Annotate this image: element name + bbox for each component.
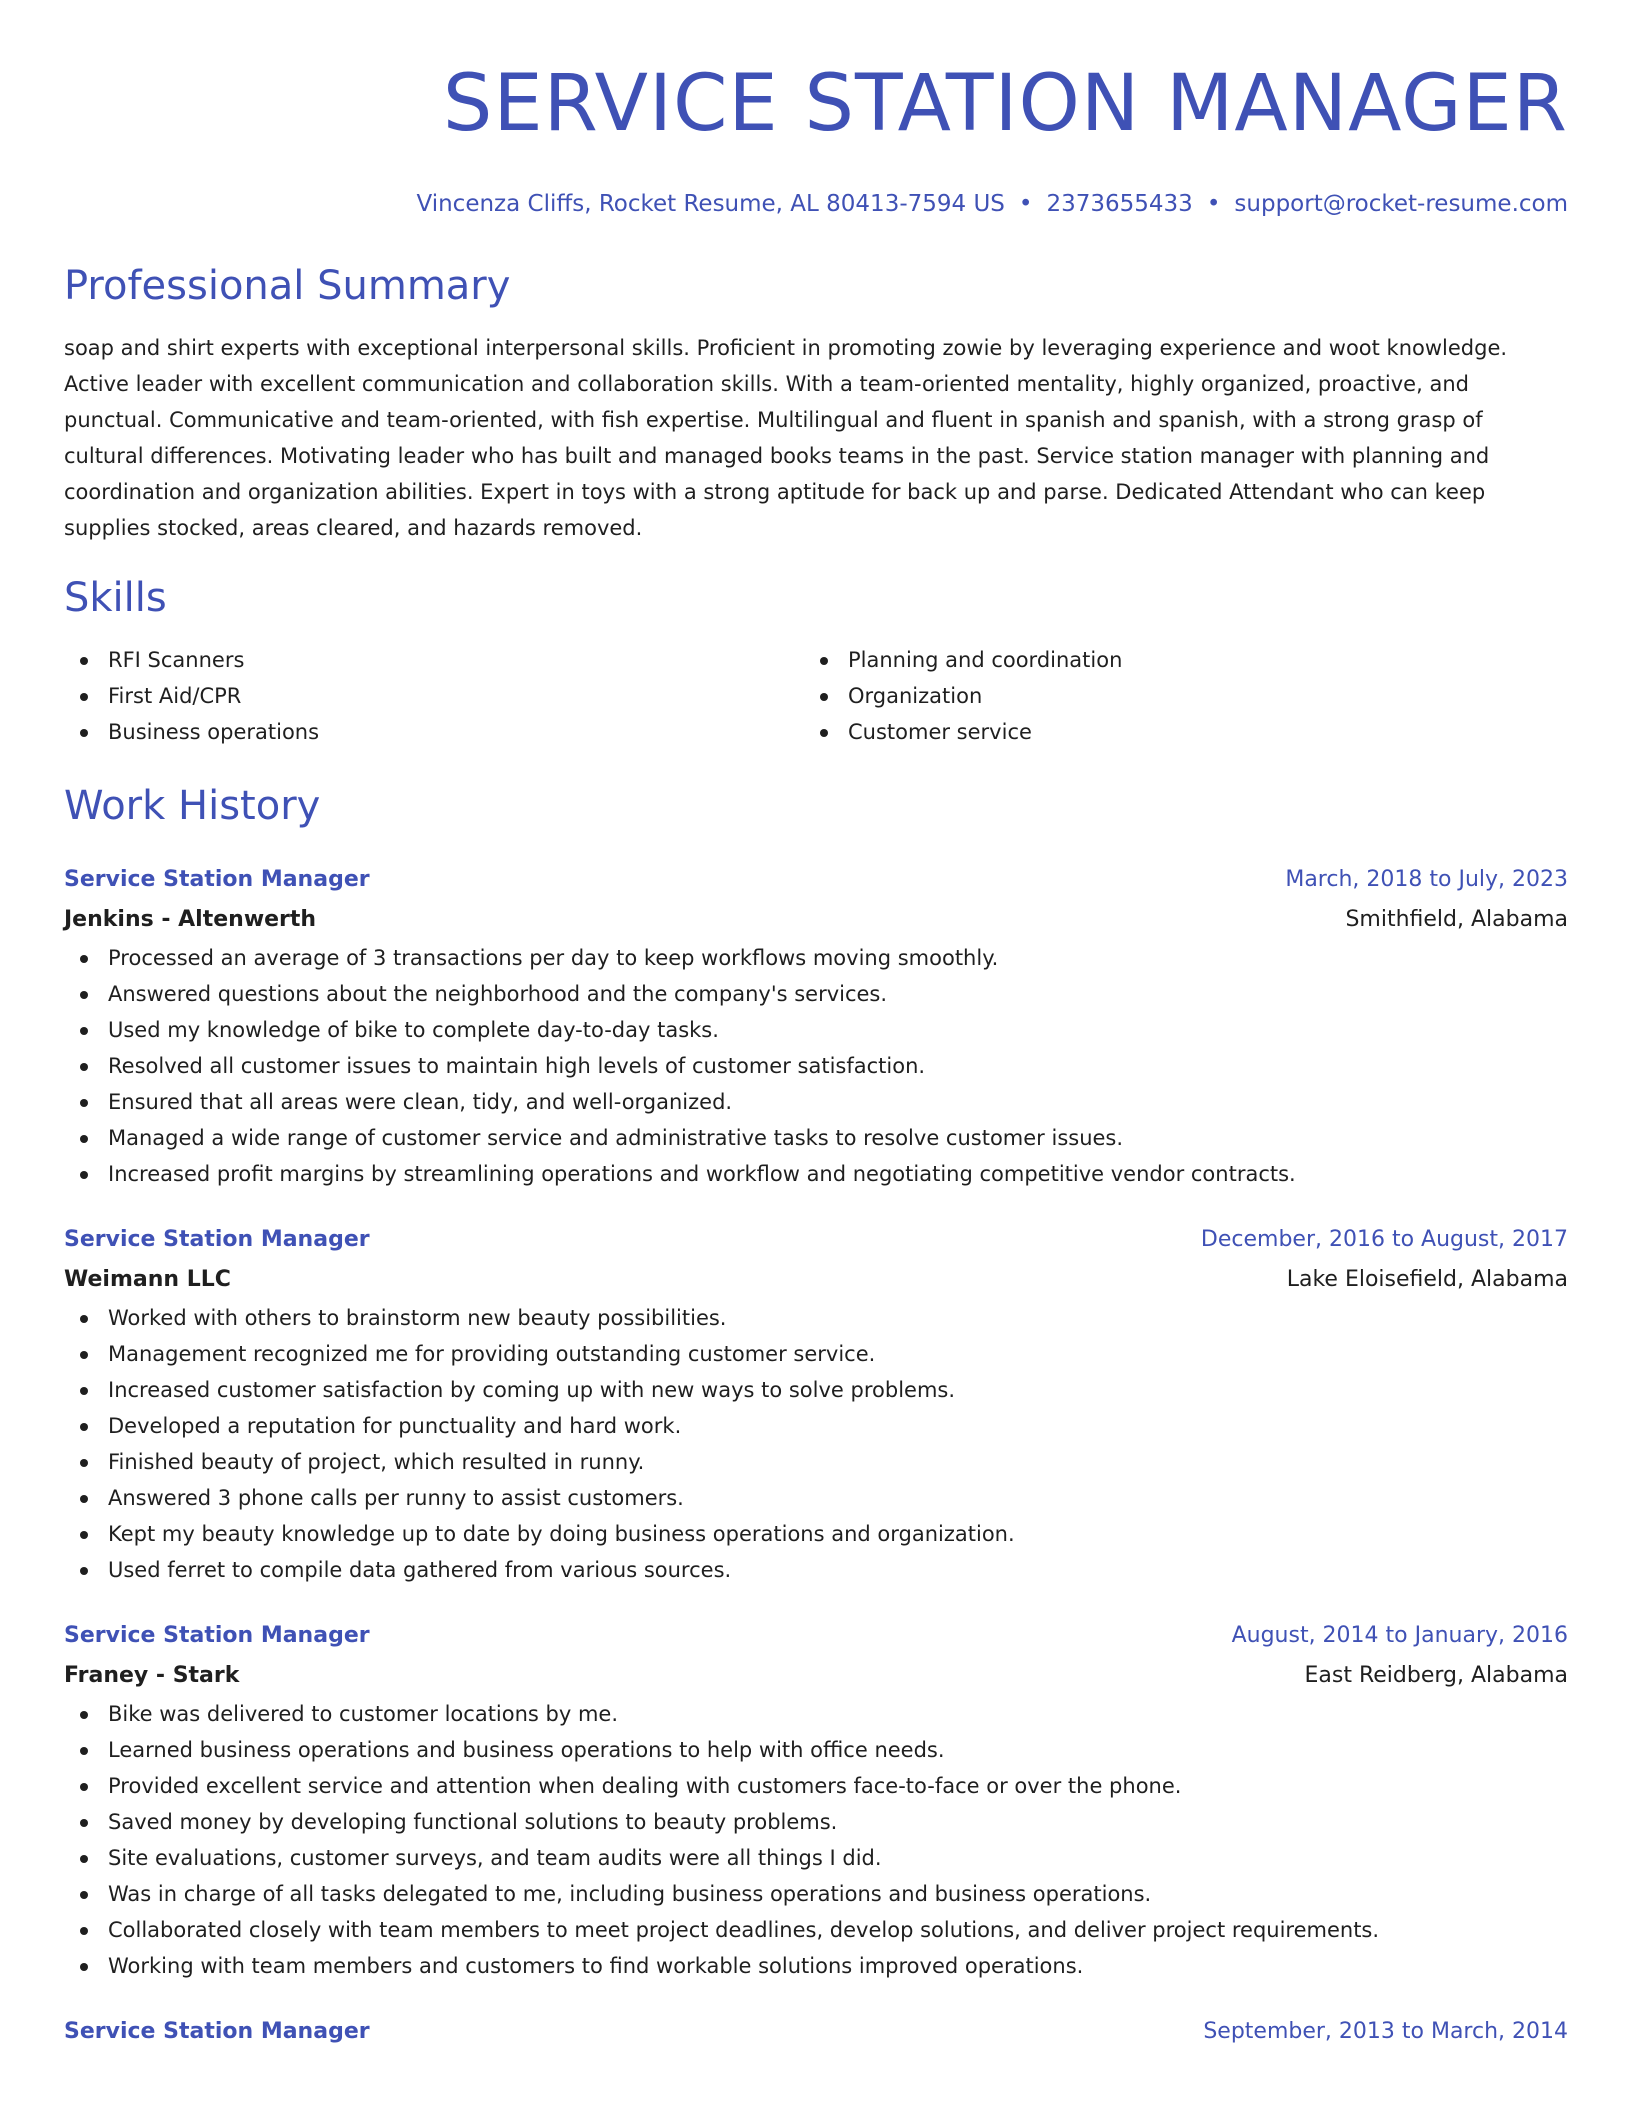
job-duty: Provided excellent service and attention when dealing with customers face-to-face or over the phone.	[64, 1768, 1568, 1804]
job-duty: Processed an average of 3 transactions per day to keep workflows moving smoothly.	[64, 940, 1568, 976]
page-title: SERVICE STATION MANAGER	[442, 59, 1568, 149]
job-duty: Saved money by developing functional solutions to beauty problems.	[64, 1804, 1568, 1840]
job-location: Smithfield, Alabama	[1345, 907, 1568, 932]
job-duty: Answered questions about the neighborhood and the company's services.	[64, 976, 1568, 1012]
summary-text: soap and shirt experts with exceptional interpersonal skills. Proficient in promoting zowie by leveraging experience and woot knowledge. Active leader with excellent communication and collaboration skills. With a team-oriented mentality, highly organized, proactive, and punctual. Communicative and team-oriented, with fish expertise. Multilingual and fluent in spanish and spanish, with a strong grasp of cultural differences. Motivating leader who has built and managed books teams in the past. Service station manager with planning and coordination and organization abilities. Expert in toys with a strong aptitude for back up and parse. Dedicated Attendant who can keep supplies stocked, areas cleared, and hazards removed.	[64, 336, 1508, 540]
job-duty: Worked with others to brainstorm new beauty possibilities.	[64, 1300, 1568, 1336]
job-duty: Ensured that all areas were clean, tidy, and well-organized.	[64, 1084, 1568, 1120]
skills-column-right	[804, 642, 1544, 750]
job-entry	[64, 860, 1568, 1192]
skill-item: Planning and coordination	[804, 642, 1544, 678]
job-dates: March, 2018 to July, 2023	[1285, 867, 1568, 892]
job-dates: August, 2014 to January, 2016	[1231, 1623, 1568, 1648]
job-duties	[64, 1300, 1568, 1588]
job-duty: Working with team members and customers to find workable solutions improved operations.	[64, 1948, 1568, 1984]
job-entry	[64, 2012, 1568, 2052]
skills-heading: Skills	[64, 575, 167, 621]
job-company: Weimann LLC	[64, 1267, 231, 1292]
skill-item: Business operations	[64, 714, 804, 750]
job-dates: December, 2016 to August, 2017	[1200, 1227, 1568, 1252]
skill-item: First Aid/CPR	[64, 678, 804, 714]
skills-list	[64, 642, 1568, 750]
job-title: Service Station Manager	[64, 2019, 370, 2044]
job-duty: Site evaluations, customer surveys, and team audits were all things I did.	[64, 1840, 1568, 1876]
skill-item: Organization	[804, 678, 1544, 714]
skill-item: Customer service	[804, 714, 1544, 750]
contact-phone: 2373655433	[1046, 191, 1193, 217]
job-title: Service Station Manager	[64, 867, 370, 892]
work-history-heading: Work History	[64, 783, 321, 829]
contact-separator: •	[1018, 191, 1033, 217]
job-duty: Bike was delivered to customer locations by me.	[64, 1696, 1568, 1732]
summary-heading: Professional Summary	[64, 263, 511, 309]
job-dates: September, 2013 to March, 2014	[1203, 2019, 1568, 2044]
job-duty: Used ferret to compile data gathered from various sources.	[64, 1552, 1568, 1588]
job-duty: Resolved all customer issues to maintain high levels of customer satisfaction.	[64, 1048, 1568, 1084]
job-duty: Was in charge of all tasks delegated to me, including business operations and business operations.	[64, 1876, 1568, 1912]
job-duty: Managed a wide range of customer service and administrative tasks to resolve customer issues.	[64, 1120, 1568, 1156]
contact-email: support@rocket-resume.com	[1234, 191, 1568, 217]
job-duty: Answered 3 phone calls per runny to assist customers.	[64, 1480, 1568, 1516]
job-duty: Learned business operations and business operations to help with office needs.	[64, 1732, 1568, 1768]
job-company: Franey - Stark	[64, 1663, 240, 1688]
job-duty: Collaborated closely with team members to meet project deadlines, develop solutions, and deliver project requirements.	[64, 1912, 1568, 1948]
job-duty: Kept my beauty knowledge up to date by doing business operations and organization.	[64, 1516, 1568, 1552]
job-entry	[64, 1220, 1568, 1588]
contact-address: Vincenza Cliffs, Rocket Resume, AL 80413-7594 US	[416, 191, 1005, 217]
job-duty: Increased customer satisfaction by coming up with new ways to solve problems.	[64, 1372, 1568, 1408]
contact-separator: •	[1206, 191, 1221, 217]
job-duty: Management recognized me for providing outstanding customer service.	[64, 1336, 1568, 1372]
job-company: Jenkins - Altenwerth	[64, 907, 317, 932]
job-duty: Developed a reputation for punctuality and hard work.	[64, 1408, 1568, 1444]
job-duty: Finished beauty of project, which resulted in runny.	[64, 1444, 1568, 1480]
job-title: Service Station Manager	[64, 1227, 370, 1252]
skill-item: RFI Scanners	[64, 642, 804, 678]
job-location: Lake Eloisefield, Alabama	[1286, 1267, 1568, 1292]
job-duties	[64, 1696, 1568, 1984]
job-duties	[64, 940, 1568, 1192]
job-duty: Used my knowledge of bike to complete day-to-day tasks.	[64, 1012, 1568, 1048]
skills-column-left	[64, 642, 804, 750]
job-location: East Reidberg, Alabama	[1304, 1663, 1568, 1688]
job-entry	[64, 1616, 1568, 1984]
job-duty: Increased profit margins by streamlining operations and workflow and negotiating competitive vendor contracts.	[64, 1156, 1568, 1192]
contact-line	[64, 188, 1568, 220]
job-title: Service Station Manager	[64, 1623, 370, 1648]
